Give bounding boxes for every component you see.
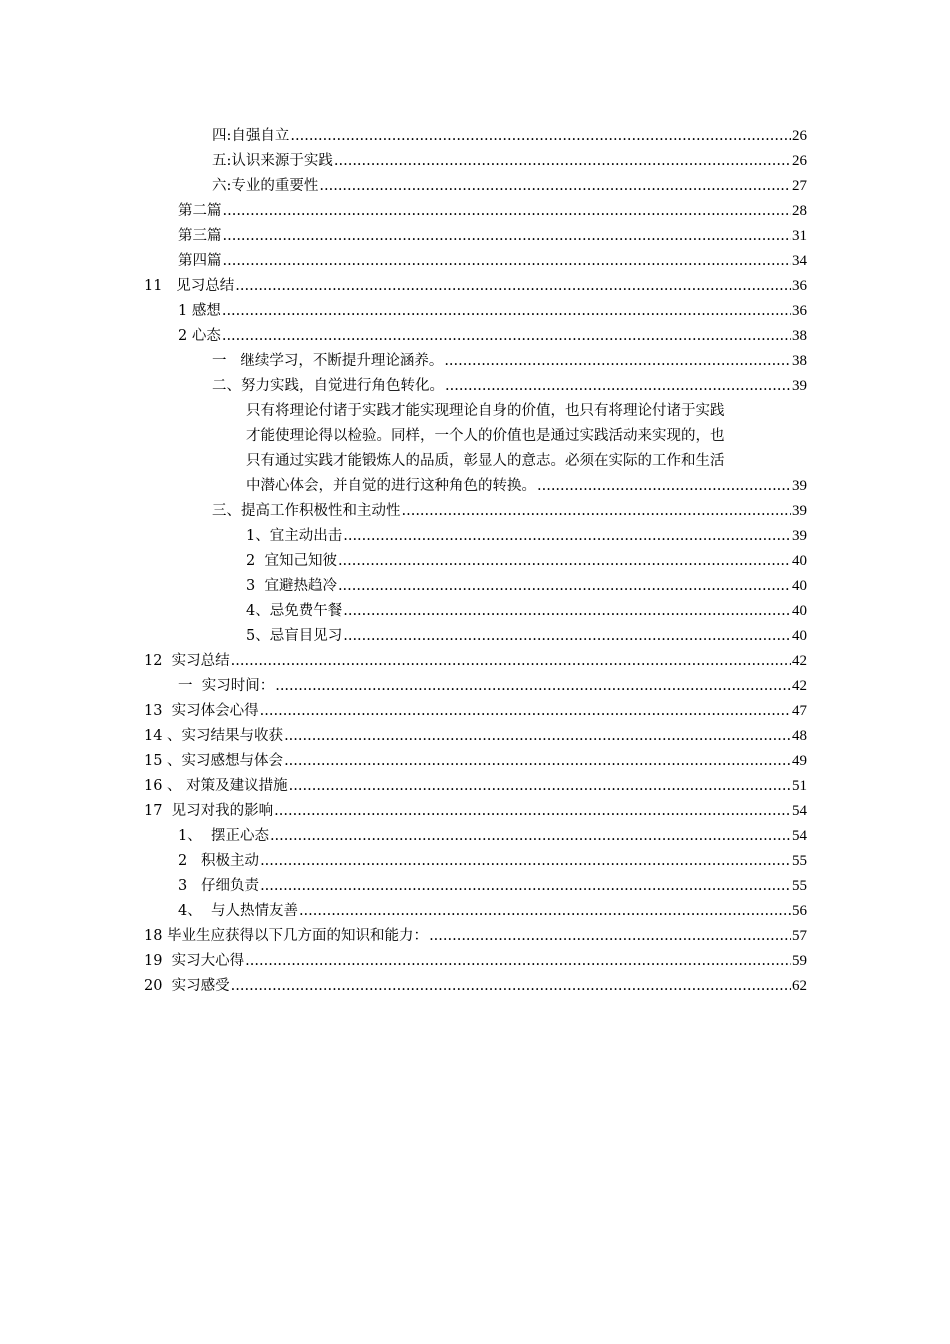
toc-page-number: 39 bbox=[792, 528, 807, 544]
toc-entry[interactable] bbox=[0, 349, 950, 374]
toc-entry-title: 4、 与人热情友善 bbox=[178, 903, 298, 919]
toc-page-number: 42 bbox=[792, 678, 807, 694]
toc-entry[interactable] bbox=[0, 624, 950, 649]
toc-page-number: 39 bbox=[792, 503, 807, 519]
toc-entry[interactable] bbox=[0, 899, 950, 924]
toc-entry[interactable] bbox=[0, 299, 950, 324]
toc-entry[interactable] bbox=[0, 124, 950, 149]
toc-entry-title: 11 见习总结 bbox=[144, 278, 235, 294]
toc-entry-title: 2 心态 bbox=[178, 328, 221, 344]
toc-page-number: 54 bbox=[792, 828, 807, 844]
toc-entry-title: 1、 摆正心态 bbox=[178, 828, 269, 844]
toc-entry-title: 第二篇 bbox=[178, 203, 222, 219]
toc-entry-title: 14 、实习结果与收获 bbox=[144, 728, 284, 744]
toc-entry[interactable] bbox=[0, 174, 950, 199]
toc-entry-title: 第三篇 bbox=[178, 228, 222, 244]
dot-leader bbox=[260, 874, 791, 899]
toc-page-number: 47 bbox=[792, 703, 807, 719]
toc-entry-title: 1、宜主动出击 bbox=[246, 528, 343, 544]
toc-entry-title: 二、努力实践，自觉进行角色转化。 bbox=[212, 378, 444, 394]
dot-leader bbox=[231, 974, 791, 999]
toc-entry[interactable] bbox=[0, 474, 950, 499]
paragraph-line: 只有将理论付诸于实践才能实现理论自身的价值，也只有将理论付诸于实践 bbox=[246, 403, 725, 419]
toc-page-number: 55 bbox=[792, 878, 807, 894]
toc-page-number: 40 bbox=[792, 628, 807, 644]
toc-entry-title: 3 仔细负责 bbox=[178, 878, 260, 894]
dot-leader bbox=[275, 674, 791, 699]
toc-entry[interactable] bbox=[0, 524, 950, 549]
toc-page-number: 38 bbox=[792, 353, 807, 369]
toc-entry-title: 1 感想 bbox=[178, 303, 221, 319]
toc-entry-title: 17 见习对我的影响 bbox=[144, 803, 274, 819]
dot-leader bbox=[338, 549, 791, 574]
toc-page-number: 26 bbox=[792, 153, 807, 169]
toc-page-number: 49 bbox=[792, 753, 807, 769]
toc-entry-title: 13 实习体会心得 bbox=[144, 703, 259, 719]
toc-page-number: 26 bbox=[792, 128, 807, 144]
toc-page-number: 34 bbox=[792, 253, 807, 269]
toc-entry[interactable] bbox=[0, 224, 950, 249]
toc-entry-title: 五:认识来源于实践 bbox=[212, 153, 333, 169]
toc-entry[interactable] bbox=[0, 599, 950, 624]
dot-leader bbox=[299, 899, 791, 924]
toc-entry[interactable] bbox=[0, 699, 950, 724]
dot-leader bbox=[444, 349, 791, 374]
toc-page-number: 48 bbox=[792, 728, 807, 744]
dot-leader bbox=[223, 199, 792, 224]
dot-leader bbox=[223, 249, 792, 274]
toc-entry-title: 18 毕业生应获得以下几方面的知识和能力： bbox=[144, 928, 429, 944]
toc-entry-title: 16 、 对策及建议措施 bbox=[144, 778, 288, 794]
toc-entry[interactable] bbox=[0, 924, 950, 949]
dot-leader bbox=[284, 724, 791, 749]
toc-page-number: 56 bbox=[792, 903, 807, 919]
dot-leader bbox=[245, 949, 791, 974]
dot-leader bbox=[537, 474, 791, 499]
toc-entry[interactable] bbox=[0, 874, 950, 899]
toc-entry-title: 六:专业的重要性 bbox=[212, 178, 319, 194]
toc-page-number: 59 bbox=[792, 953, 807, 969]
toc-page-number: 40 bbox=[792, 603, 807, 619]
toc-page-number: 39 bbox=[792, 378, 807, 394]
dot-leader bbox=[319, 174, 791, 199]
toc-page-number: 36 bbox=[792, 278, 807, 294]
toc-entry[interactable] bbox=[0, 974, 950, 999]
toc-page-number: 42 bbox=[792, 653, 807, 669]
toc-entry-title: 一 实习时间： bbox=[178, 678, 275, 694]
toc-entry[interactable] bbox=[0, 724, 950, 749]
toc-page-number: 57 bbox=[792, 928, 807, 944]
dot-leader bbox=[445, 374, 791, 399]
toc-entry[interactable] bbox=[0, 574, 950, 599]
toc-entry[interactable] bbox=[0, 674, 950, 699]
toc-page-number: 39 bbox=[792, 478, 807, 494]
dot-leader bbox=[260, 699, 791, 724]
toc-entry[interactable] bbox=[0, 824, 950, 849]
toc-entry[interactable] bbox=[0, 274, 950, 299]
dot-leader bbox=[343, 524, 791, 549]
dot-leader bbox=[274, 799, 791, 824]
paragraph-line: 才能使理论得以检验。同样，一个人的价值也是通过实践活动来实现的，也 bbox=[246, 428, 725, 444]
dot-leader bbox=[222, 324, 791, 349]
toc-entry[interactable] bbox=[0, 324, 950, 349]
toc-entry-title: 一 继续学习，不断提升理论涵养。 bbox=[212, 353, 444, 369]
toc-entry-title: 15 、实习感想与体会 bbox=[144, 753, 284, 769]
toc-entry[interactable] bbox=[0, 849, 950, 874]
toc-entry-title: 2 积极主动 bbox=[178, 853, 260, 869]
toc-entry-title: 4、忌免费午餐 bbox=[246, 603, 343, 619]
toc-entry[interactable] bbox=[0, 149, 950, 174]
dot-leader bbox=[343, 624, 791, 649]
dot-leader bbox=[429, 924, 791, 949]
toc-entry[interactable] bbox=[0, 499, 950, 524]
dot-leader bbox=[270, 824, 791, 849]
toc-entry-title: 20 实习感受 bbox=[144, 978, 230, 994]
toc-entry[interactable] bbox=[0, 749, 950, 774]
toc-entry-title: 四:自强自立 bbox=[212, 128, 290, 144]
toc-entry-title: 2 宜知己知彼 bbox=[246, 553, 337, 569]
toc-entry[interactable] bbox=[0, 374, 950, 399]
toc-entry-title: 19 实习大心得 bbox=[144, 953, 245, 969]
dot-leader bbox=[231, 649, 791, 674]
toc-page-number: 40 bbox=[792, 553, 807, 569]
toc-page-number: 40 bbox=[792, 578, 807, 594]
toc-entry[interactable] bbox=[0, 249, 950, 274]
dot-leader bbox=[334, 149, 791, 174]
dot-leader bbox=[338, 574, 791, 599]
toc-page-number: 27 bbox=[792, 178, 807, 194]
dot-leader bbox=[223, 224, 792, 249]
toc-page-number: 55 bbox=[792, 853, 807, 869]
toc-page-number: 54 bbox=[792, 803, 807, 819]
dot-leader bbox=[343, 599, 791, 624]
toc-page-number: 62 bbox=[792, 978, 807, 994]
toc-page-number: 38 bbox=[792, 328, 807, 344]
toc-entry[interactable] bbox=[0, 649, 950, 674]
toc-entry[interactable] bbox=[0, 949, 950, 974]
toc-page-number: 28 bbox=[792, 203, 807, 219]
paragraph-line: 只有通过实践才能锻炼人的品质，彰显人的意志。必须在实际的工作和生活 bbox=[246, 453, 725, 469]
toc-page-number: 51 bbox=[792, 778, 807, 794]
toc-entry-title: 3 宜避热趋冷 bbox=[246, 578, 337, 594]
dot-leader bbox=[235, 274, 791, 299]
dot-leader bbox=[290, 124, 791, 149]
toc-entry-title: 三、提高工作积极性和主动性 bbox=[212, 503, 401, 519]
dot-leader bbox=[222, 299, 791, 324]
toc-entry[interactable] bbox=[0, 799, 950, 824]
toc-entry[interactable] bbox=[0, 774, 950, 799]
dot-leader bbox=[260, 849, 791, 874]
toc-entry-title: 12 实习总结 bbox=[144, 653, 230, 669]
toc-entry-title: 中潜心体会，并自觉的进行这种角色的转换。 bbox=[246, 478, 536, 494]
toc-entry-title: 第四篇 bbox=[178, 253, 222, 269]
toc-entry-title: 5、忌盲目见习 bbox=[246, 628, 343, 644]
dot-leader bbox=[402, 499, 792, 524]
toc-entry[interactable] bbox=[0, 549, 950, 574]
dot-leader bbox=[289, 774, 791, 799]
toc-page-number: 36 bbox=[792, 303, 807, 319]
toc-paragraph bbox=[246, 399, 807, 474]
dot-leader bbox=[284, 749, 791, 774]
toc-entry[interactable] bbox=[0, 199, 950, 224]
toc-page-number: 31 bbox=[792, 228, 807, 244]
